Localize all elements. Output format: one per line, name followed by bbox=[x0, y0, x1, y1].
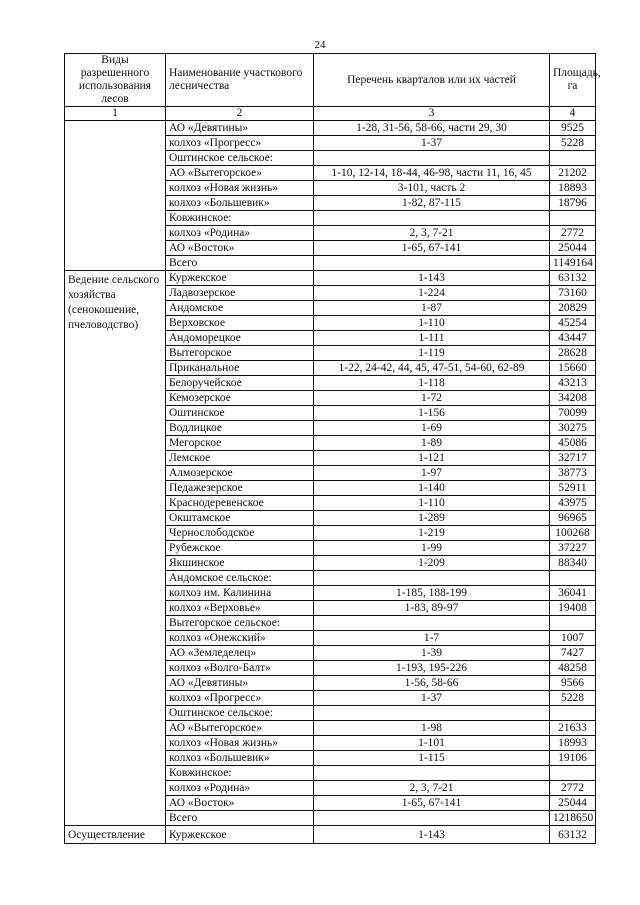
quarters-list-cell: 1-118 bbox=[314, 376, 550, 391]
area-cell: 25044 bbox=[550, 796, 596, 811]
forestry-name-cell: Белоручейское bbox=[166, 376, 314, 391]
header-row bbox=[65, 54, 596, 107]
forestry-name-cell: Куржекское bbox=[166, 271, 314, 286]
header-number: 3 bbox=[314, 107, 550, 121]
area-cell: 43447 bbox=[550, 331, 596, 346]
area-cell: 1218650 bbox=[550, 811, 596, 826]
forestry-name-cell: Окштамское bbox=[166, 511, 314, 526]
forestry-name-cell: колхоз «Прогресс» bbox=[166, 136, 314, 151]
forestry-name-cell: Ковжинское: bbox=[166, 211, 314, 226]
forestry-name-cell: АО «Вытегорское» bbox=[166, 166, 314, 181]
use-type-cell: Осуществление bbox=[65, 826, 166, 844]
area-cell: 28628 bbox=[550, 346, 596, 361]
header-number: 4 bbox=[550, 107, 596, 121]
area-cell: 43975 bbox=[550, 496, 596, 511]
quarters-list-cell: 1-72 bbox=[314, 391, 550, 406]
forestry-name-cell: Андомское bbox=[166, 301, 314, 316]
forestry-name-cell: АО «Девятины» bbox=[166, 121, 314, 136]
header-forestry-name: Наименование участкового лесничества bbox=[166, 54, 314, 107]
area-cell: 43213 bbox=[550, 376, 596, 391]
forestry-name-cell: Педажезерское bbox=[166, 481, 314, 496]
forestry-name-cell: АО «Вытегорское» bbox=[166, 721, 314, 736]
header-quarters-list: Перечень кварталов или их частей bbox=[314, 54, 550, 107]
area-cell: 73160 bbox=[550, 286, 596, 301]
forestry-name-cell: колхоз «Большевик» bbox=[166, 196, 314, 211]
quarters-list-cell bbox=[314, 616, 550, 631]
table-body bbox=[65, 121, 596, 844]
area-cell: 30275 bbox=[550, 421, 596, 436]
forestry-name-cell: Мегорское bbox=[166, 436, 314, 451]
quarters-list-cell: 2, 3, 7-21 bbox=[314, 226, 550, 241]
forestry-name-cell: Оштинское bbox=[166, 406, 314, 421]
forestry-name-cell: Лемское bbox=[166, 451, 314, 466]
quarters-list-cell: 1-119 bbox=[314, 346, 550, 361]
forestry-name-cell: Андомское сельское: bbox=[166, 571, 314, 586]
area-cell: 20829 bbox=[550, 301, 596, 316]
area-cell bbox=[550, 616, 596, 631]
forestry-name-cell: Вытегорское bbox=[166, 346, 314, 361]
quarters-list-cell: 1-110 bbox=[314, 496, 550, 511]
forestry-name-cell: колхоз «Родина» bbox=[166, 781, 314, 796]
quarters-list-cell: 1-82, 87-115 bbox=[314, 196, 550, 211]
forestry-name-cell: Кемозерское bbox=[166, 391, 314, 406]
quarters-list-cell: 1-289 bbox=[314, 511, 550, 526]
quarters-list-cell: 1-37 bbox=[314, 691, 550, 706]
area-cell: 7427 bbox=[550, 646, 596, 661]
forestry-name-cell: колхоз им. Калинина bbox=[166, 586, 314, 601]
forestry-name-cell: АО «Девятины» bbox=[166, 676, 314, 691]
area-cell: 45086 bbox=[550, 436, 596, 451]
forestry-name-cell: Оштинское сельское: bbox=[166, 706, 314, 721]
table-row bbox=[65, 121, 596, 136]
forestry-name-cell: Краснодеревенское bbox=[166, 496, 314, 511]
forestry-name-cell: Вытегорское сельское: bbox=[166, 616, 314, 631]
area-cell: 1007 bbox=[550, 631, 596, 646]
quarters-list-cell: 1-121 bbox=[314, 451, 550, 466]
forestry-name-cell: Андоморецкое bbox=[166, 331, 314, 346]
forestry-name-cell: Верховское bbox=[166, 316, 314, 331]
quarters-list-cell: 1-140 bbox=[314, 481, 550, 496]
use-type-cell: Ведение сельского хозяйства (сенокошение, пчеловодство) bbox=[65, 271, 166, 826]
forestry-name-cell: Всего bbox=[166, 256, 314, 271]
quarters-list-cell: 1-143 bbox=[314, 271, 550, 286]
area-cell: 9525 bbox=[550, 121, 596, 136]
header-number: 1 bbox=[65, 107, 166, 121]
quarters-list-cell bbox=[314, 706, 550, 721]
page-number: 24 bbox=[314, 39, 326, 51]
forestry-name-cell: Ладвозерское bbox=[166, 286, 314, 301]
quarters-list-cell: 3-101, часть 2 bbox=[314, 181, 550, 196]
area-cell bbox=[550, 706, 596, 721]
area-cell: 19106 bbox=[550, 751, 596, 766]
area-cell: 21202 bbox=[550, 166, 596, 181]
quarters-list-cell: 1-219 bbox=[314, 526, 550, 541]
quarters-list-cell bbox=[314, 211, 550, 226]
quarters-list-cell: 1-28, 31-56, 58-66, части 29, 30 bbox=[314, 121, 550, 136]
forestry-name-cell: Алмозерское bbox=[166, 466, 314, 481]
quarters-list-cell: 1-89 bbox=[314, 436, 550, 451]
forestry-name-cell: Приканальное bbox=[166, 361, 314, 376]
quarters-list-cell: 1-87 bbox=[314, 301, 550, 316]
header-number: 2 bbox=[166, 107, 314, 121]
forestry-name-cell: Оштинское сельское: bbox=[166, 151, 314, 166]
quarters-list-cell: 1-185, 188-199 bbox=[314, 586, 550, 601]
quarters-list-cell bbox=[314, 256, 550, 271]
quarters-list-cell: 1-22, 24-42, 44, 45, 47-51, 54-60, 62-89 bbox=[314, 361, 550, 376]
quarters-list-cell: 1-143 bbox=[314, 826, 550, 844]
forestry-name-cell: Всего bbox=[166, 811, 314, 826]
area-cell: 21633 bbox=[550, 721, 596, 736]
use-type-cell bbox=[65, 121, 166, 271]
area-cell: 32717 bbox=[550, 451, 596, 466]
quarters-list-cell: 1-56, 58-66 bbox=[314, 676, 550, 691]
forestry-name-cell: АО «Земледелец» bbox=[166, 646, 314, 661]
area-cell: 36041 bbox=[550, 586, 596, 601]
area-cell: 5228 bbox=[550, 136, 596, 151]
area-cell: 45254 bbox=[550, 316, 596, 331]
forestry-name-cell: Якшинское bbox=[166, 556, 314, 571]
area-cell: 63132 bbox=[550, 826, 596, 844]
forestry-name-cell: колхоз «Большевик» bbox=[166, 751, 314, 766]
quarters-list-cell: 1-110 bbox=[314, 316, 550, 331]
area-cell: 38773 bbox=[550, 466, 596, 481]
area-cell: 25044 bbox=[550, 241, 596, 256]
area-cell: 15660 bbox=[550, 361, 596, 376]
quarters-list-cell: 1-37 bbox=[314, 136, 550, 151]
quarters-list-cell bbox=[314, 571, 550, 586]
quarters-list-cell: 1-101 bbox=[314, 736, 550, 751]
forestry-name-cell: Куржекское bbox=[166, 826, 314, 844]
quarters-list-cell bbox=[314, 811, 550, 826]
quarters-list-cell bbox=[314, 151, 550, 166]
forestry-name-cell: Чернослободское bbox=[166, 526, 314, 541]
area-cell: 63132 bbox=[550, 271, 596, 286]
quarters-list-cell: 1-98 bbox=[314, 721, 550, 736]
area-cell: 52911 bbox=[550, 481, 596, 496]
quarters-list-cell: 1-10, 12-14, 18-44, 46-98, части 11, 16, 45 bbox=[314, 166, 550, 181]
area-cell: 1149164 bbox=[550, 256, 596, 271]
quarters-list-cell: 1-83, 89-97 bbox=[314, 601, 550, 616]
quarters-list-cell: 1-7 bbox=[314, 631, 550, 646]
area-cell: 18796 bbox=[550, 196, 596, 211]
forestry-name-cell: колхоз «Волго-Балт» bbox=[166, 661, 314, 676]
area-cell: 18893 bbox=[550, 181, 596, 196]
area-cell: 2772 bbox=[550, 781, 596, 796]
quarters-list-cell: 1-209 bbox=[314, 556, 550, 571]
quarters-list-cell: 1-65, 67-141 bbox=[314, 241, 550, 256]
forestry-name-cell: колхоз «Новая жизнь» bbox=[166, 181, 314, 196]
forestry-name-cell: колхоз «Прогресс» bbox=[166, 691, 314, 706]
area-cell bbox=[550, 151, 596, 166]
area-cell: 96965 bbox=[550, 511, 596, 526]
forestry-name-cell: колхоз «Родина» bbox=[166, 226, 314, 241]
table-row bbox=[65, 271, 596, 286]
quarters-list-cell: 1-99 bbox=[314, 541, 550, 556]
quarters-list-cell: 1-97 bbox=[314, 466, 550, 481]
forestry-name-cell: Рубежское bbox=[166, 541, 314, 556]
forestry-name-cell: АО «Восток» bbox=[166, 796, 314, 811]
area-cell: 2772 bbox=[550, 226, 596, 241]
quarters-list-cell: 1-156 bbox=[314, 406, 550, 421]
area-cell: 100268 bbox=[550, 526, 596, 541]
area-cell: 9566 bbox=[550, 676, 596, 691]
quarters-list-cell: 1-69 bbox=[314, 421, 550, 436]
area-cell: 5228 bbox=[550, 691, 596, 706]
header-number-row bbox=[65, 107, 596, 121]
forestry-name-cell: Ковжинское: bbox=[166, 766, 314, 781]
header-use-type: Виды разрешенного использования лесов bbox=[65, 54, 166, 107]
forestry-name-cell: колхоз «Онежский» bbox=[166, 631, 314, 646]
area-cell: 34208 bbox=[550, 391, 596, 406]
quarters-list-cell: 1-65, 67-141 bbox=[314, 796, 550, 811]
area-cell bbox=[550, 766, 596, 781]
forest-use-table bbox=[64, 53, 601, 844]
quarters-list-cell: 1-111 bbox=[314, 331, 550, 346]
area-cell: 88340 bbox=[550, 556, 596, 571]
table-row bbox=[65, 826, 596, 844]
forestry-name-cell: Водлицкое bbox=[166, 421, 314, 436]
quarters-list-cell: 2, 3, 7-21 bbox=[314, 781, 550, 796]
area-cell: 70099 bbox=[550, 406, 596, 421]
forestry-name-cell: АО «Восток» bbox=[166, 241, 314, 256]
quarters-list-cell: 1-193, 195-226 bbox=[314, 661, 550, 676]
area-cell: 48258 bbox=[550, 661, 596, 676]
forestry-name-cell: колхоз «Верховье» bbox=[166, 601, 314, 616]
header-area: Площадь, га bbox=[550, 54, 596, 107]
area-cell: 19408 bbox=[550, 601, 596, 616]
quarters-list-cell bbox=[314, 766, 550, 781]
area-cell: 37227 bbox=[550, 541, 596, 556]
quarters-list-cell: 1-224 bbox=[314, 286, 550, 301]
area-cell: 18993 bbox=[550, 736, 596, 751]
forestry-name-cell: колхоз «Новая жизнь» bbox=[166, 736, 314, 751]
quarters-list-cell: 1-115 bbox=[314, 751, 550, 766]
area-cell bbox=[550, 211, 596, 226]
area-cell bbox=[550, 571, 596, 586]
quarters-list-cell: 1-39 bbox=[314, 646, 550, 661]
